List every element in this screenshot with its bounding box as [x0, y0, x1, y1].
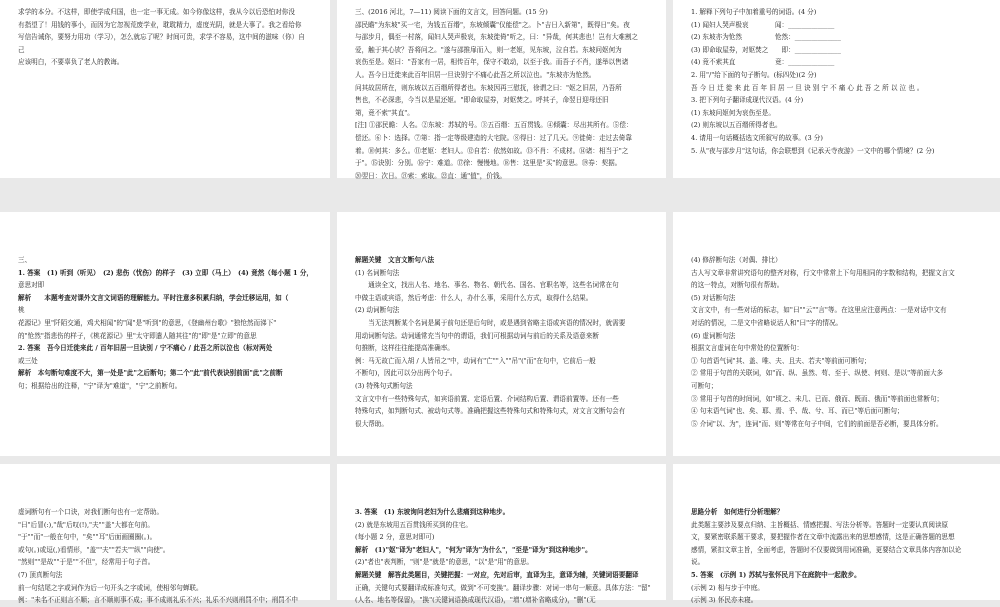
text-line: 感情，紧扣文章主旨，全面考虑，答题时不仅要做到用词准确，更要结合文章具体内容加以论: [691, 545, 962, 554]
text-line: 售也，不必深悲，今当以是屋还妪。"即命取屋券，对妪焚之。呼其子，命翌日迎母还旧: [355, 96, 609, 105]
text-line: 有指望了！用钱的事小，而因为它忽视荒废学业，耽耽精力，虚度光阴，就是大事了。我之看给你: [18, 20, 302, 29]
text-line: 不断句)，因此可以分出两个句子。: [355, 369, 457, 378]
text-line: "然则""是故""于是""不但"，经常用于句子首。: [18, 558, 155, 567]
text-line: 哀伤至是。妪曰："吾家有一居，相传百年，保守不敢动，以至于我。而吾子不肖，遂举以售诸: [355, 58, 629, 67]
document-page-1[interactable]: [0, 0, 330, 178]
text-line: (4) 竟不索其直 竟：______________: [691, 58, 835, 67]
document-page-9[interactable]: [673, 464, 1000, 605]
text-line: ⑳翌日：次日。㉑索：索取。㉒直：通"值"，价钱。: [355, 171, 507, 180]
text-line: 桃: [18, 306, 25, 315]
text-line: 问其故居所在，则东坡以五百缗所得者也。东坡因再三慰抚，徐谓之曰："妪之旧居，乃吾所: [355, 83, 622, 92]
document-page-7[interactable]: [0, 464, 330, 605]
text-line: 文言文中有一些特殊句式，如宾语前置、定语后置、介词结构后置、谓语前置等。还有一些: [355, 394, 619, 403]
text-line: 文，要紧密联系题干要求，要把握作者在文章中流露出来的思想感情，这是正确答题的思想: [691, 533, 955, 542]
text-line: 或三处: [18, 356, 38, 365]
text-line: 应该明白，不要辜负了老人的教诲。: [18, 58, 124, 67]
text-line: 爱，触于其心欤？吾将问之。"遂与邵推扉而入，则一老妪，见东坡，泣自若。东坡问妪何为: [355, 45, 622, 54]
text-line: 解析 本题考查对课外文言文词语的理解能力。平时注意多积累归纳，学会迁移运用，如（: [18, 293, 289, 302]
text-line: 解题关键 文言文断句八法: [355, 256, 435, 264]
text-line: 特殊句式，如判断句式、被动句式等。准确把握这些特殊句式和特殊句式，对文言文断句会有: [355, 407, 626, 416]
text-line: 求学的本分。不这样，即使学成归国，也一定一事无成。如今你像这样，我从今以后恐怕对你没: [18, 8, 295, 16]
text-line: (2) 东坡亦为怆然 怆然：______________: [691, 33, 841, 42]
text-line: 偿还。⑥卜：选择。⑦第：指一定等级建造的大宅院。⑧得日：过了几天。⑨徙倚：走过去倚靠: [355, 133, 632, 142]
text-line: 1. 解释下列句子中加着重号的词语。(4 分): [691, 8, 817, 16]
text-line: (2) 动词断句法: [355, 306, 400, 315]
document-page-2[interactable]: [337, 0, 666, 178]
text-line: 文言文中，有一些对话的标志，如"曰""云""言"等。在这里应注意两点：一是对话中文有: [691, 306, 947, 315]
text-line: (2) 就是东坡用五百贯钱所买到的住宅。: [355, 520, 472, 529]
text-line: 1. 答案 (1) 听到（听见） (2) 悲伤（忧伤）的样子 (3) 立即（马上） (4) 竟然（每小题 1 分，: [18, 268, 314, 277]
text-line: 3. 把下列句子翻译成现代汉语。(4 分): [691, 96, 804, 105]
text-line: 例："未名不正则言不顺；言不顺则事不成；事不成则礼乐不兴；礼乐不兴则刑罚不中；刑罚不中: [18, 596, 298, 605]
text-line: (2)"者也"表判断，"则"是"就是"的意思，"以"是"用"的意思。: [355, 558, 534, 567]
text-line: "于""而"一般在句中，"矣""耳"后面画圈圈(。)。: [18, 533, 157, 542]
text-line: 5. 答案 (示例 1) 苏轼与张怀民月下在庭院中一起散步。: [691, 570, 861, 579]
text-line: (1) 闻妇人哭声极哀 闻：______________: [691, 20, 835, 29]
text-line: (1) 名词断句法: [355, 268, 400, 277]
text-line: 例：马无故亡而入胡 / 人皆吊之"中，动词有"亡""入""吊"("而"在句中，它前后一般: [355, 356, 596, 365]
text-line: "曰"后冒(:),"哉"后叹(!),"夫""盖"大都在句前。: [18, 520, 154, 529]
text-line: 三、: [18, 256, 32, 264]
text-line: 2. 用"/"给下面的句子断句。(标四处)(2 分): [691, 70, 817, 79]
text-line: 邵民瞻"为东坡"买一宅，为钱五百缗"，东坡倾囊"仅能偿"之。卜"吉日入新第"，既得日"矣。夜: [355, 20, 630, 29]
document-page-3[interactable]: [673, 0, 1000, 178]
text-line: ① 句首语气词"其、盖、唯、夫、且夫、若夫"等前面可断句；: [691, 356, 871, 365]
text-line: 中做主语或宾语，然后考虑：什么人，办什么事，采用什么方式，取得什么结果。: [355, 293, 593, 302]
text-line: 通读全文，找出人名、地名、事名、物名、朝代名、国名、官职名等，这些名词常在句: [355, 281, 619, 290]
text-line: 吾 今 日 迁 徙 来 此 百 年 旧 居 一 旦 诀 别 宁 不 痛 心 此 吾 之 所 以 泣 也 。: [691, 83, 924, 92]
text-line: 第，竟不索"其直"。: [355, 108, 414, 117]
text-line: 此类题主要涉及要点归纳、主旨概括、情感把握、写法分析等。答题时一定要认真阅读原: [691, 520, 949, 529]
text-line: 对话的情况，二是文中省略说话人和"曰"字的情况。: [691, 318, 843, 327]
text-line: 意思对即: [18, 281, 45, 290]
text-line: ② 常用于句首的关联词，如"而、纵、虽然、苟、至于、纵使、何则、是以"等前面大多: [691, 369, 944, 378]
text-line: 说。: [691, 558, 705, 567]
document-page-5[interactable]: [337, 212, 666, 456]
text-line: 可断句；: [691, 381, 718, 390]
document-page-6[interactable]: [673, 212, 1000, 456]
text-line: 着。⑩何其：多么。⑪老妪：老妇人。⑫自若：依然如故。⑬不肖：不成材。⑭诸：相当于"之: [355, 146, 629, 155]
text-line: 2. 答案 吾今日迁徙来此 / 百年旧居一旦诀别 / 宁不痛心 / 此吾之所以泣也（标对两处: [18, 344, 273, 353]
text-line: 5. 从"夜与邵步月"这句话，你会联想到《记承天寺夜游》一文中的哪个情境？(2 分): [691, 146, 935, 155]
text-line: 解析 (1)"妪"译为"老妇人"，"何为"译为"为什么"，"至是"译为"到这种地步"。: [355, 545, 592, 554]
text-line: 解题关键 解答此类题目，关键把握：一对应，先对后审，直译为主，意译为辅，关键词语要翻译: [355, 570, 639, 579]
text-line: (示例 2) 相与步于中庭。: [691, 583, 764, 592]
text-line: 句；根据给出的注释，"宁"译为"难道"，"宁"之前断句。: [18, 381, 182, 390]
text-line: ③ 常用于句首的时间词，如"顷之、未几、已而、俄而、既而、俄而"等前面也常断句；: [691, 394, 944, 403]
text-line: 人。吾今日迁徙来此百年旧居一旦诀别宁不痛心此吾之所以泣也。"东坡亦为怆然。: [355, 70, 596, 79]
text-line: (2) 则东坡以五百缗所得者也。: [691, 121, 782, 130]
text-line: 的"怆然"指悲伤的样子，《桃花源记》里"太守即遣人随其往"的"即"是"立即"的意思: [18, 331, 257, 340]
text-line: 花源记》里"阡陌交通，鸡犬相闻"的"闻"是"听到"的意思，《登幽州台歌》"独怆然而涕下": [18, 318, 277, 327]
text-line: 解析 本句断句难度不大，第一处是"此"之后断句；第二个"此"前代表诀别前面"此"之前断: [18, 369, 283, 378]
text-line: 的这一特点，对断句很有帮助。: [691, 281, 784, 290]
text-line: 用动词断句法。动词通常充当句中的谓语，我们可根据动词与前后的关系及语意来断: [355, 331, 599, 340]
text-line: 3. 答案 (1) 东坡询问老妇为什么悲痛到这种地步。: [355, 508, 510, 516]
text-line: [注] ①邵民瞻：人名。②东坡：苏轼的号。③五百缗：五百贯钱。④倾囊：尽出其所有。⑤偿：: [355, 121, 633, 130]
text-line: (3) 特殊句式断句法: [355, 381, 413, 390]
text-line: 正确，关键句式要翻译成标准句式，做到"不可变换"。翻译步骤：对词一串句一顺意。具体方法："留": [355, 583, 651, 592]
text-line: 三、(2016 河北，7—11) 阅读下面的文言文，回答问题。(15 分): [355, 8, 548, 16]
text-line: 或句(。)或逗(,)看情形，"盖""夫""若夫""纵""向使"。: [18, 545, 170, 554]
text-line: 思路分析 如何进行分析理解？: [691, 508, 784, 516]
text-line: 很大帮助。: [355, 419, 388, 428]
text-line: 写信告诫你，要努力用功（学习），怎么就忘了呢？时间可贵，求学不容易，这中间的滋味（你）自: [18, 33, 305, 42]
text-line: (每小题 2 分，意思对即可): [355, 533, 435, 542]
text-line: (1) 东坡问妪何为哀伤至是。: [691, 108, 775, 117]
text-line: (3) 即命取屋券，对妪焚之 即：______________: [691, 45, 841, 54]
text-line: 4. 请用一句话概括选文所叙写的故事。(3 分): [691, 133, 823, 142]
text-line: 前一句结尾之字或词作为后一句开头之字或词，使相邻句蝉联。: [18, 583, 203, 592]
text-line: 于"。⑮诀别：分别。⑯宁：难道。⑰徐：慢慢地。⑱售：这里是"买"的意思。⑲券：契据。: [355, 159, 622, 168]
text-line: 虚词断句有一个口诀，对我们断句也有一定帮助。: [18, 508, 164, 516]
text-line: 己: [18, 45, 25, 54]
text-line: 与邵步月，偶至一村落，闻妇人哭声极哀，东坡徙倚"听之，曰："异哉，何其悲也！岂有大难割之: [355, 33, 639, 42]
text-line: 当无法判断某个名词是属于前句还是后句时，或是遇到省略主语或宾语的情况时，就需要: [355, 318, 626, 327]
document-page-8[interactable]: [337, 464, 666, 605]
text-line: 古人写文章非常讲究语句的整齐对称，行文中常常上下句用相同的字数和结构，把握文言文: [691, 268, 955, 277]
document-page-4[interactable]: [0, 212, 330, 456]
text-line: ④ 句末语气词"也、矣、耶、焉、乎、哉、兮、耳、而已"等后面可断句；: [691, 407, 904, 416]
text-line: ⑤ 介词"以、为"，连词"而、则"等常在句子中间，它们的前面是否必断，要具体分析。: [691, 419, 943, 428]
text-line: (5) 对话断句法: [691, 293, 736, 302]
text-line: (示例 3) 怀民亦未寝。: [691, 596, 758, 605]
text-line: (人名、地名等保留)，"换"(关键词语换成现代汉语)，"增"(增补省略成分)，"删"(无: [355, 596, 596, 605]
text-line: (6) 虚词断句法: [691, 331, 736, 340]
text-line: 根据文言虚词在句中常处的位置断句：: [691, 344, 804, 353]
text-line: (4) 修辞断句法（对偶、排比）: [691, 256, 782, 264]
text-line: 句推断，这样往往能提高准确率。: [355, 344, 454, 353]
text-line: (7) 顶真断句法: [18, 570, 63, 579]
